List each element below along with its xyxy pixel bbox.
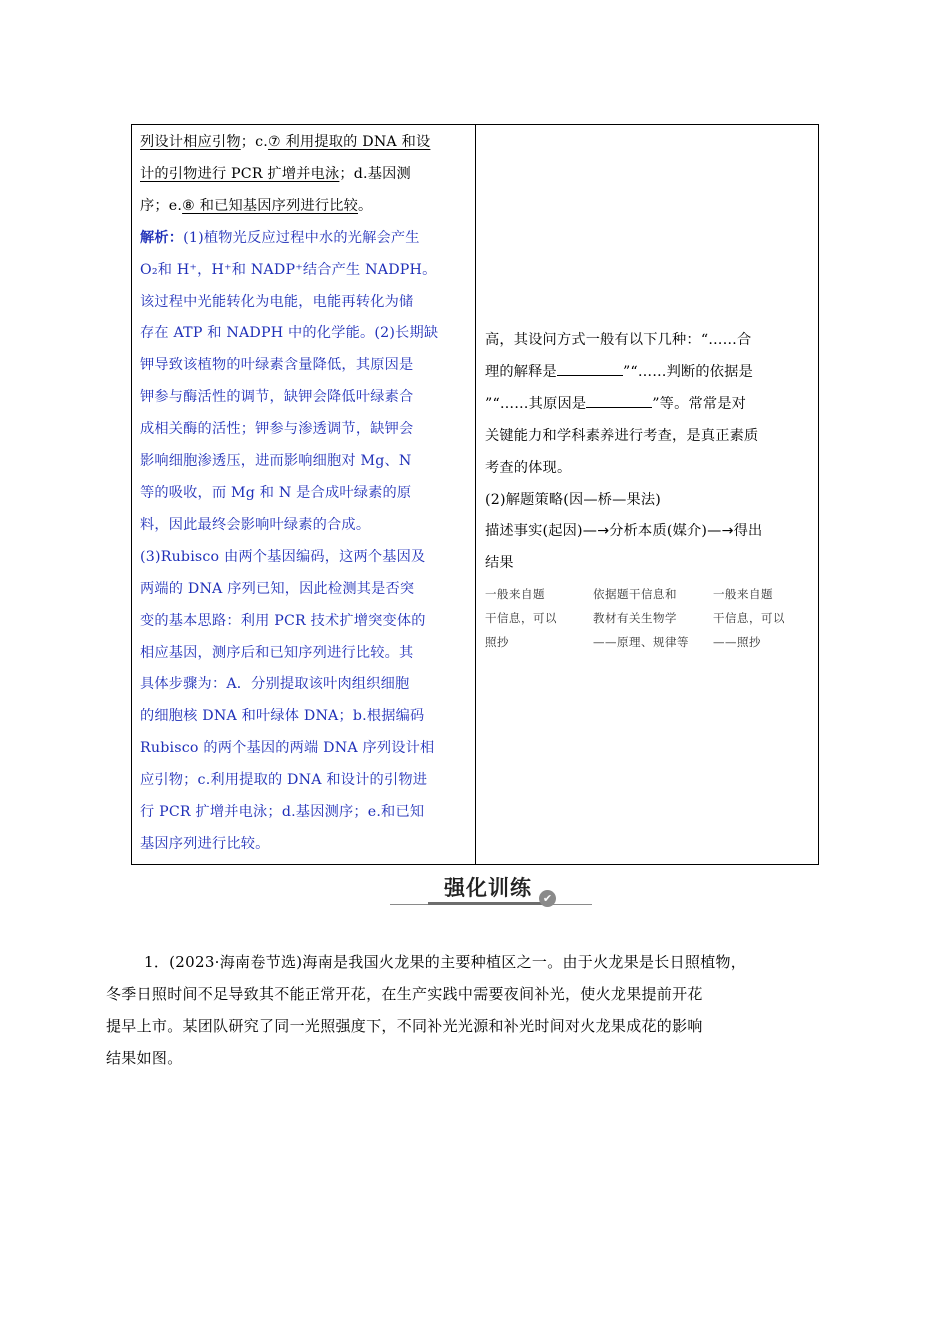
question-line: 结果如图。 (106, 1049, 183, 1067)
analysis-line: 影响细胞渗透压，进而影响细胞对 Mg、N (140, 453, 412, 470)
analysis-line: 该过程中光能转化为电能，电能再转化为储 (140, 293, 414, 310)
question-line: 提早上市。某团队研究了同一光照强度下，不同补光光源和补光时间对火龙果成花的影响 (106, 1017, 703, 1035)
check-icon: ✔ (539, 890, 556, 907)
answer-line: 列设计相应引物；c.⑦ 利用提取的 DNA 和设 (140, 134, 431, 150)
analysis-line: 具体步骤为：A．分别提取该叶肉组织细胞 (140, 676, 410, 693)
strategy-line: 理的解释是 ”“……判断的依据是 (485, 357, 811, 389)
table-column-divider (475, 125, 476, 864)
strategy-flow-end: 结果 (485, 555, 514, 572)
answer-blank (586, 393, 652, 408)
answer-table (131, 124, 819, 865)
strategy-line: ”“……其原因是 ”等。常常是对 (485, 389, 811, 421)
diagram-column-cause: 一般来自题 干信息，可以 照抄 (485, 587, 557, 650)
analysis-label: 解析： (140, 229, 184, 246)
analysis-line: 成相关酶的活性；钾参与渗透调节，缺钾会 (140, 421, 414, 438)
analysis-line: 钾参与酶活性的调节，缺钾会降低叶绿素合 (140, 389, 414, 406)
analysis-line: 的细胞核 DNA 和叶绿体 DNA；b.根据编码 (140, 708, 425, 725)
analysis-line: 变的基本思路：利用 PCR 技术扩增突变体的 (140, 612, 426, 629)
arrow-icon: —→ (582, 523, 610, 540)
heading-bar (428, 902, 554, 905)
strategy-title: (2)解题策略(因—桥—果法) (485, 491, 662, 508)
analysis-line: 两端的 DNA 序列已知，因此检测其是否突 (140, 580, 415, 597)
analysis-line: O₂和 H⁺，H⁺和 NADP⁺结合产生 NADPH。 (140, 261, 437, 278)
analysis-line: 料，因此最终会影响叶绿素的合成。 (140, 516, 371, 533)
strategy-flow: 描述事实(起因)—→分析本质(媒介)—→得出 (485, 523, 763, 540)
analysis-line: 存在 ATP 和 NADPH 中的化学能。(2)长期缺 (140, 325, 439, 342)
section-heading (390, 870, 592, 914)
answer-line: 计的引物进行 PCR 扩增并电泳；d.基因测 (140, 165, 411, 182)
diagram-column-result: 一般来自题 干信息，可以 ——照抄 (713, 587, 785, 650)
question-paragraph (106, 946, 824, 1074)
strategy-diagram (485, 582, 811, 662)
question-line: 1．(2023·海南卷节选)海南是我国火龙果的主要种植区之一。由于火龙果是长日照植物， (144, 953, 747, 971)
arrow-icon: —→ (707, 523, 734, 540)
heading-rule-left (390, 904, 430, 905)
analysis-line: 基因序列进行比较。 (140, 835, 270, 852)
strategy-line: 考查的体现。 (485, 459, 572, 476)
answer-line: 序；e.⑧ 和已知基因序列进行比较。 (140, 197, 373, 214)
analysis-line: Rubisco 的两个基因的两端 DNA 序列设计相 (140, 740, 435, 757)
analysis-line: 行 PCR 扩增并电泳；d.基因测序；e.和已知 (140, 804, 425, 821)
question-line: 冬季日照时间不足导致其不能正常开花，在生产实践中需要夜间补光，使火龙果提前开花 (106, 985, 703, 1003)
diagram-column-bridge: 依据题干信息和 教材有关生物学 ——原理、规律等 (593, 587, 689, 650)
strategy-line: 高，其设问方式一般有以下几种：“……合 (485, 332, 752, 348)
analysis-line: 相应基因，测序后和已知序列进行比较。其 (140, 644, 414, 661)
section-title: 强化训练 (444, 876, 532, 900)
analysis-line: 应引物；c.利用提取的 DNA 和设计的引物进 (140, 772, 428, 789)
answer-column (140, 127, 466, 861)
answer-blank (557, 361, 623, 376)
strategy-line: 关键能力和学科素养进行考查，是真正素质 (485, 427, 759, 444)
analysis-line: 解析：(1)植物光反应过程中水的光解会产生 (140, 229, 420, 246)
analysis-line: (3)Rubisco 由两个基因编码，这两个基因及 (140, 548, 426, 565)
analysis-line: 等的吸收，而 Mg 和 N 是合成叶绿素的原 (140, 484, 412, 501)
heading-rule-right (552, 904, 592, 905)
strategy-column (485, 325, 811, 662)
analysis-block (140, 223, 466, 861)
analysis-line: 钾导致该植物的叶绿素含量降低，其原因是 (140, 357, 414, 374)
